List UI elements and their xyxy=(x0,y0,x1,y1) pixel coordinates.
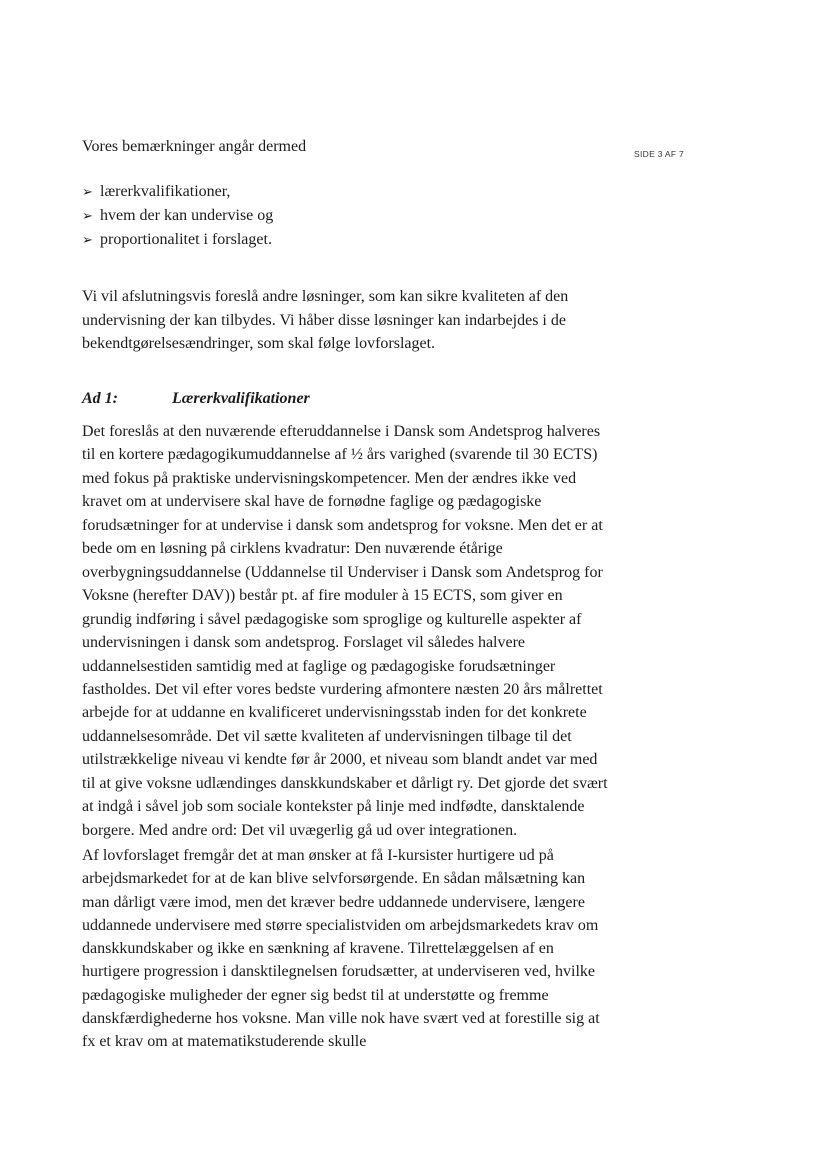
list-item xyxy=(82,180,273,204)
list-item-text: lærerkvalifikationer, xyxy=(100,183,231,200)
section-title: Lærerkvalifikationer xyxy=(172,390,310,407)
paragraph-labour-market: Af lovforslaget fremgår det at man ønsker at få I-kursister hurtigere ud på arbejdsmarkedet for at de kan blive selvforsørgende. En sådan målsætning kan man dårligt være imod, men det kræver bedre uddannede undervisere, længere uddannede undervisere med større specialistviden om arbejdsmarkedets krav om danskkundskaber og ikke en sænkning af kravene. Tilrettelæggelsen af en hurtigere progression i dansktilegnelsen forudsætter, at underviseren ved, hvilke pædagogiske muligheder der egner sig bedst til at understøtte og fremme danskfærdighederne hos voksne. Man ville nok have svært ved at forestille sig at fx et krav om at matematikstuderende skulle xyxy=(82,847,600,1051)
list-item xyxy=(82,228,273,252)
arrow-bullet-icon: ➢ xyxy=(82,232,93,247)
intro-line: Vores bemærkninger angår dermed xyxy=(82,138,307,155)
paragraph-solutions: Vi vil afslutningsvis foreslå andre løsninger, som kan sikre kvaliteten af den undervisning der kan tilbydes. Vi håber disse løsninger kan indarbejdes i de bekendtgørelsesændringer, som skal følge lovforslaget. xyxy=(82,288,569,352)
list-item-text: proportionalitet i forslaget. xyxy=(100,231,272,248)
section-heading xyxy=(82,389,310,409)
list-item xyxy=(82,204,273,228)
paragraph-teacher-qualifications: Det foreslås at den nuværende efteruddannelse i Dansk som Andetsprog halveres til en kortere pædagogikumuddannelse af ½ års varighed (svarende til 30 ECTS) med fokus på praktiske undervisningskompetencer. Men der ændres ikke ved kravet om at undervisere skal have de fornødne faglige og pædagogiske forudsætninger for at undervise i dansk som andetsprog for voksne. Men det er at bede om en løsning på cirklens kvadratur: Den nuværende étårige overbygningsuddannelse (Uddannelse til Underviser i Dansk som Andetsprog for Voksne (herefter DAV)) består pt. af fire moduler à 15 ECTS, som giver en grundig indføring i såvel pædagogiske som sproglige og kulturelle aspekter af undervisningen i dansk som andetsprog. Forslaget vil således halvere uddannelsestiden samtidig med at faglige og pædagogiske forudsætninger fastholdes. Det vil efter vores bedste vurdering afmontere næsten 20 års målrettet arbejde for at uddanne en kvalificeret undervisningsstab inden for det konkrete uddannelsesområde. Det vil sætte kvaliteten af undervisningen tilbage til det utilstrækkelige niveau vi kendte før år 2000, et niveau som blandt andet var med til at give voksne udlændinges danskkundskaber et dårligt ry. Det gjorde det svært at indgå i såvel job som sociale kontekster på linje med indfødte, dansktalende borgere. Med andre ord: Det vil uvægerlig gå ud over integrationen. xyxy=(82,423,608,839)
page-number-label: SIDE 3 AF 7 xyxy=(634,149,685,159)
bullet-list xyxy=(82,180,273,252)
arrow-bullet-icon: ➢ xyxy=(82,208,93,223)
arrow-bullet-icon: ➢ xyxy=(82,184,93,199)
list-item-text: hvem der kan undervise og xyxy=(100,207,274,224)
section-number: Ad 1: xyxy=(82,390,118,407)
